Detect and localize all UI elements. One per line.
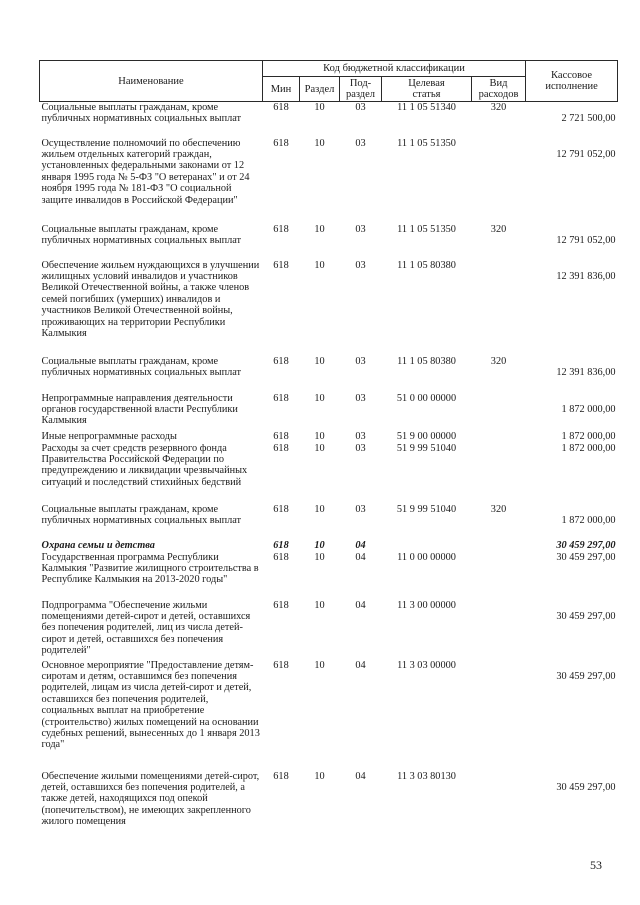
header-kassa-line2: исполнение	[545, 81, 598, 92]
row-sum: 12 391 836,00	[556, 270, 616, 282]
row-celevaya: 51 9 00 00000	[396, 430, 457, 442]
row-sum: 30 459 297,00	[556, 670, 616, 682]
budget-table	[39, 60, 618, 831]
row-razdel: 10	[314, 659, 325, 671]
header-name: Наименование	[40, 61, 263, 102]
row-celevaya: 11 3 03 80130	[397, 770, 456, 782]
row-vid	[472, 540, 526, 552]
header-podrazdel-line1: Под-	[349, 78, 372, 89]
row-razdel: 10	[314, 430, 325, 442]
row-celevaya: 11 1 05 80380	[397, 355, 456, 367]
table-row	[40, 138, 618, 224]
row-razdel: 10	[314, 539, 325, 551]
row-name: Социальные выплаты гражданам, кроме публичных нормативных социальных выплат	[41, 102, 242, 125]
row-celevaya: 51 9 99 51040	[396, 442, 457, 454]
row-min: 618	[273, 355, 289, 367]
row-razdel: 10	[314, 355, 325, 367]
header-podrazdel	[340, 77, 382, 102]
row-podrazdel: 03	[355, 137, 366, 149]
row-vid	[472, 600, 526, 660]
header-celevaya-line2: статья	[412, 89, 441, 100]
table-row	[40, 504, 618, 540]
row-razdel: 10	[314, 599, 325, 611]
table-body	[40, 102, 618, 831]
row-podrazdel: 03	[355, 503, 366, 515]
row-celevaya: 51 0 00 00000	[396, 392, 457, 404]
header-celevaya-line1: Целевая	[408, 78, 445, 89]
table-row	[40, 356, 618, 393]
row-vid	[472, 138, 526, 224]
row-vid: 320	[490, 223, 507, 235]
row-sum: 30 459 297,00	[556, 551, 616, 563]
row-min: 618	[273, 430, 289, 442]
row-podrazdel: 04	[355, 659, 366, 671]
row-podrazdel: 03	[355, 442, 366, 454]
row-name: Охрана семьи и детства	[41, 539, 155, 551]
row-razdel: 10	[314, 503, 325, 515]
row-sum: 1 872 000,00	[561, 403, 616, 415]
row-min: 618	[273, 599, 289, 611]
row-podrazdel: 03	[355, 355, 366, 367]
header-celevaya	[382, 77, 472, 102]
row-sum: 2 721 500,00	[561, 113, 616, 124]
table-row	[40, 260, 618, 356]
row-vid	[472, 771, 526, 831]
row-razdel: 10	[314, 223, 325, 235]
row-sum: 30 459 297,00	[556, 610, 616, 622]
row-sum: 30 459 297,00	[556, 781, 616, 793]
row-sum: 1 872 000,00	[561, 442, 616, 454]
row-name: Обеспечение жилыми помещениями детей-сирот, детей, оставшихся без попечения родителей, а также детей, находящихся под опекой (попечительством), не имеющих закрепленного жилого помещения	[41, 770, 260, 828]
row-podrazdel: 03	[355, 102, 366, 113]
header-kassa	[526, 61, 618, 102]
table-row	[40, 443, 618, 504]
row-min: 618	[273, 539, 289, 551]
row-min: 618	[273, 392, 289, 404]
row-sum: 12 791 052,00	[556, 234, 616, 246]
row-min: 618	[273, 223, 289, 235]
row-podrazdel: 04	[355, 539, 366, 551]
row-vid	[472, 431, 526, 443]
header-vid-line1: Вид	[489, 78, 508, 89]
row-name: Расходы за счет средств резервного фонда Правительства Российской Федерации по предупреждению и ликвидации чрезвычайных ситуаций и последствий стихийных бедствий	[41, 442, 248, 488]
row-name: Обеспечение жильем нуждающихся в улучшении жилищных условий инвалидов и участников Великой Отечественной войны, а также членов семей погибших (умерших) инвалидов и участников Великой Отечественной войны, проживающих на территории Республики Калмыкия	[41, 259, 260, 339]
header-group: Код бюджетной классификации	[263, 61, 526, 77]
row-name: Иные непрограммные расходы	[41, 430, 177, 442]
row-razdel: 10	[314, 392, 325, 404]
row-podrazdel: 04	[355, 551, 366, 563]
table-row	[40, 771, 618, 831]
row-sum: 12 791 052,00	[556, 148, 616, 160]
table-row	[40, 224, 618, 260]
row-vid: 320	[490, 102, 507, 113]
header-razdel: Раздел	[300, 77, 340, 102]
row-min: 618	[273, 770, 289, 782]
row-name: Государственная программа Республики Калмыкия "Развитие жилищного строительства в Республике Калмыкия на 2013-2020 годы"	[41, 551, 259, 586]
row-min: 618	[273, 503, 289, 515]
row-name: Осуществление полномочий по обеспечению жильем отдельных категорий граждан, установленных федеральными законами от 12 января 1995 года № 5-ФЗ "О ветеранах" и от 24 ноября 1995 года № 181-ФЗ "О социальной защите инвалидов в Российской Федерации"	[41, 137, 250, 206]
row-vid	[472, 443, 526, 504]
table-header	[40, 61, 618, 102]
header-podrazdel-line2: раздел	[345, 89, 376, 100]
row-razdel: 10	[314, 102, 325, 113]
row-vid	[472, 260, 526, 356]
row-vid	[472, 660, 526, 771]
row-min: 618	[273, 551, 289, 563]
row-razdel: 10	[314, 137, 325, 149]
row-razdel: 10	[314, 442, 325, 454]
table-row	[40, 552, 618, 600]
row-podrazdel: 03	[355, 259, 366, 271]
header-min: Мин	[263, 77, 300, 102]
row-celevaya: 11 1 05 51350	[397, 137, 456, 149]
row-vid	[472, 552, 526, 600]
table-row	[40, 431, 618, 443]
row-celevaya: 11 0 00 00000	[397, 551, 456, 563]
table-row	[40, 600, 618, 660]
row-vid	[472, 393, 526, 431]
row-name: Подпрограмма "Обеспечение жильми помещениями детей-сирот и детей, оставшихся без попечения родителей, лиц из числа детей-сирот и детей, оставшихся без попечения родителей"	[41, 599, 251, 657]
row-name: Социальные выплаты гражданам, кроме публичных нормативных социальных выплат	[41, 355, 242, 378]
row-celevaya: 51 9 99 51040	[396, 503, 457, 515]
page-number: 53	[590, 858, 602, 872]
row-min: 618	[273, 442, 289, 454]
row-sum: 1 872 000,00	[561, 430, 616, 442]
row-celevaya: 11 1 05 51340	[397, 102, 456, 113]
row-celevaya	[382, 540, 472, 552]
row-name: Основное мероприятие "Предоставление детям-сиротам и детям, оставшимся без попечения родителей, лицам из числа детей-сирот и детей, оставшихся без попечения родителей, социальных выплат на приобретение (строительство) жилых помещений на основании судебных решений, вынесенных до 1 января 2013 года"	[41, 659, 260, 751]
row-sum: 12 391 836,00	[556, 366, 616, 378]
row-min: 618	[273, 659, 289, 671]
row-razdel: 10	[314, 770, 325, 782]
table-row	[40, 393, 618, 431]
row-sum: 30 459 297,00	[556, 539, 616, 551]
row-name: Социальные выплаты гражданам, кроме публичных нормативных социальных выплат	[41, 223, 242, 246]
table-row	[40, 102, 618, 138]
table-row-section	[40, 540, 618, 552]
row-vid: 320	[490, 355, 507, 367]
row-podrazdel: 04	[355, 770, 366, 782]
table-row	[40, 660, 618, 771]
row-razdel: 10	[314, 259, 325, 271]
row-min: 618	[273, 102, 289, 113]
row-podrazdel: 03	[355, 392, 366, 404]
row-sum: 1 872 000,00	[561, 514, 616, 526]
row-min: 618	[273, 259, 289, 271]
row-podrazdel: 03	[355, 430, 366, 442]
row-vid: 320	[490, 503, 507, 515]
row-celevaya: 11 3 03 00000	[397, 659, 456, 671]
row-celevaya: 11 3 00 00000	[397, 599, 456, 611]
header-vid	[472, 77, 526, 102]
row-min: 618	[273, 137, 289, 149]
row-name: Социальные выплаты гражданам, кроме публичных нормативных социальных выплат	[41, 503, 242, 526]
row-name: Непрограммные направления деятельности органов государственной власти Республики Калмыкия	[41, 392, 238, 427]
row-razdel: 10	[314, 551, 325, 563]
row-podrazdel: 04	[355, 599, 366, 611]
row-celevaya: 11 1 05 80380	[397, 259, 456, 271]
row-celevaya: 11 1 05 51350	[397, 223, 456, 235]
header-vid-line2: расходов	[478, 89, 519, 100]
header-kassa-line1: Кассовое	[551, 70, 593, 81]
row-podrazdel: 03	[355, 223, 366, 235]
